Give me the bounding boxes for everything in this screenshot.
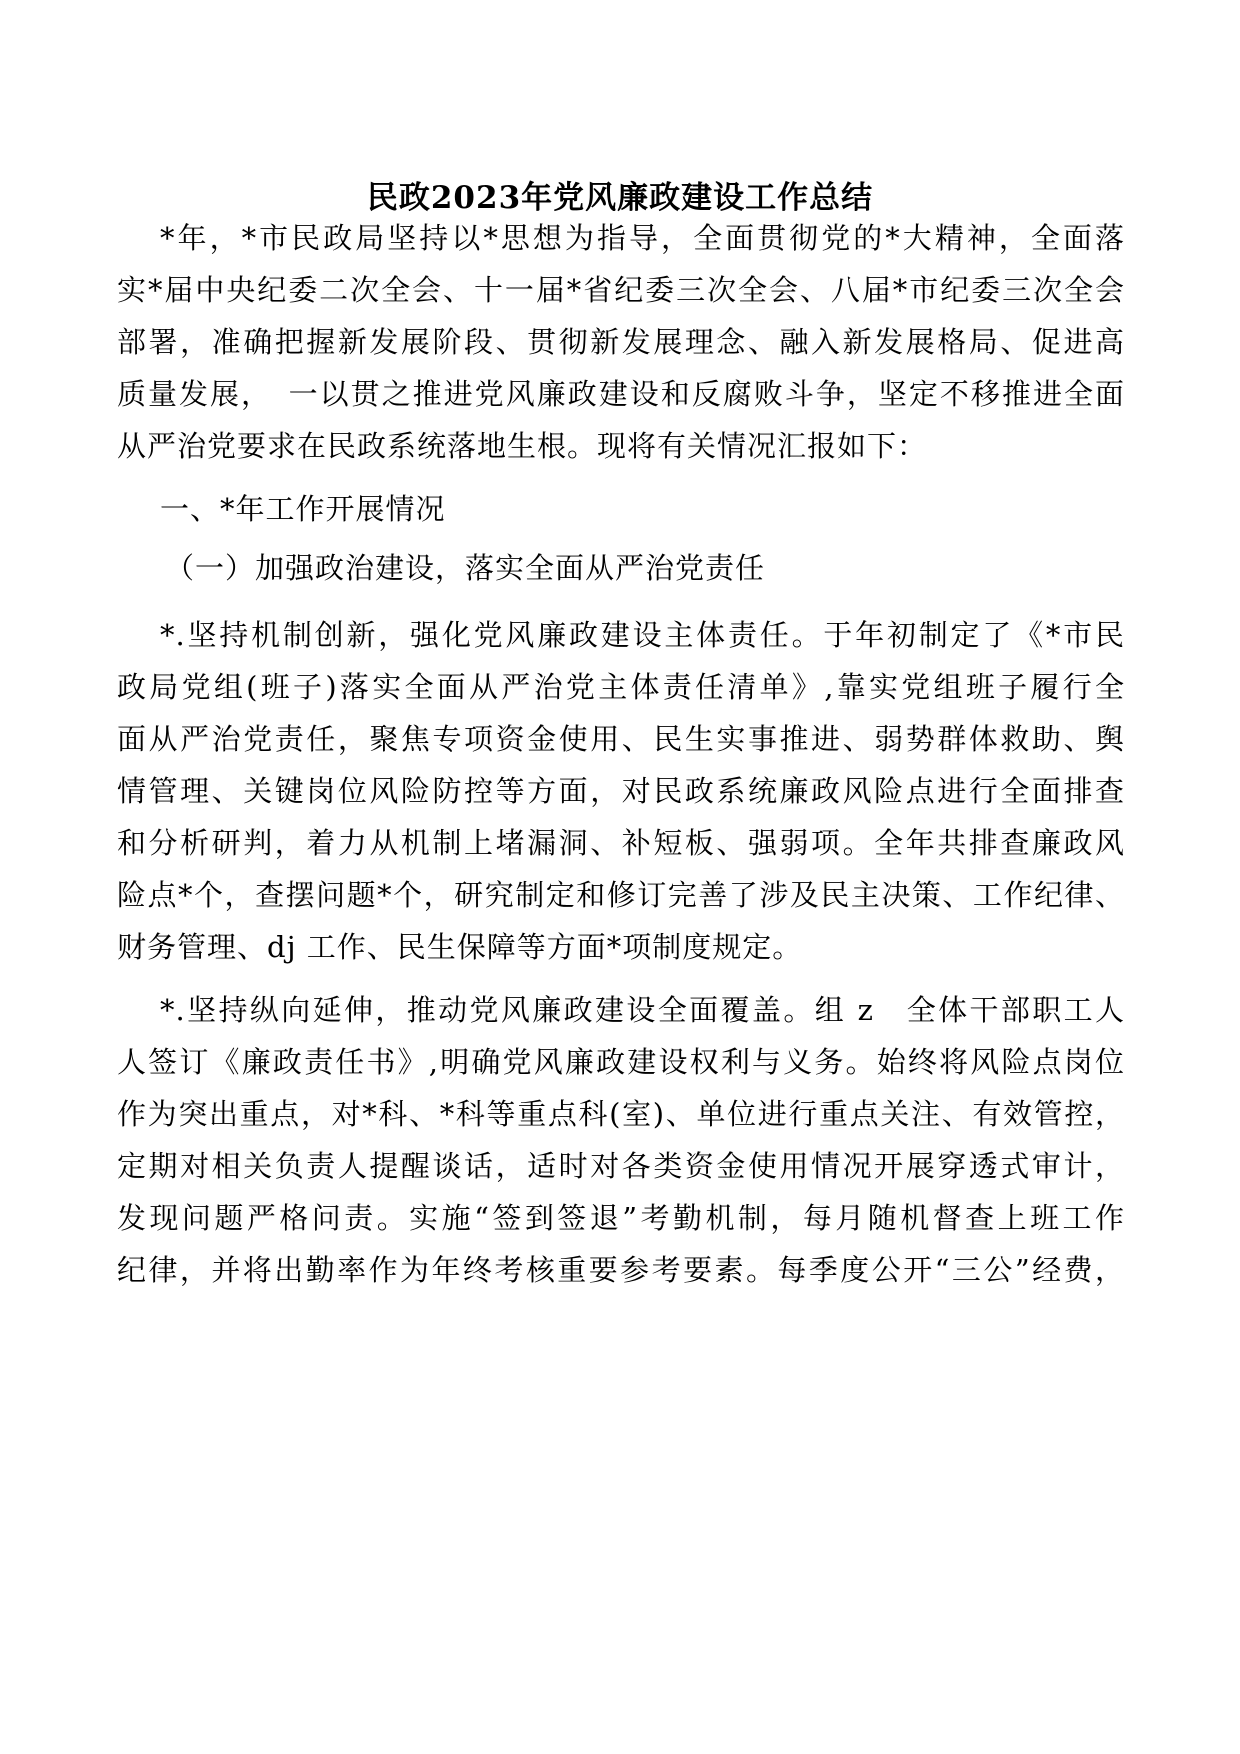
paragraph-line: 质量发展， 一以贯之推进党风廉政建设和反腐败斗争，坚定不移推进全面 <box>117 377 1125 411</box>
paragraph-line: 发现问题严格问责。实施“签到签退”考勤机制，每月随机督查上班工作 <box>117 1201 1125 1235</box>
paragraph-line: 部署，准确把握新发展阶段、贯彻新发展理念、融入新发展格局、促进高 <box>117 325 1125 359</box>
paragraph-line: *.坚持纵向延伸，推动党风廉政建设全面覆盖。组 z 全体干部职工人 <box>160 993 1125 1027</box>
paragraph-line: 面从严治党责任，聚焦专项资金使用、民生实事推进、弱势群体救助、舆 <box>117 722 1125 756</box>
paragraph-line: 实*届中央纪委二次全会、十一届*省纪委三次全会、八届*市纪委三次全会 <box>117 273 1125 307</box>
paragraph-line: 纪律，并将出勤率作为年终考核重要参考要素。每季度公开“三公”经费， <box>117 1253 1125 1287</box>
section-heading: 一、*年工作开展情况 <box>160 492 446 526</box>
paragraph-line: 政局党组(班子)落实全面从严治党主体责任清单》,靠实党组班子履行全 <box>117 670 1125 704</box>
paragraph-line: *年，*市民政局坚持以*思想为指导，全面贯彻党的*大精神，全面落 <box>160 221 1125 255</box>
paragraph-line: 情管理、关键岗位风险防控等方面，对民政系统廉政风险点进行全面排查 <box>117 774 1125 808</box>
paragraph-line: 财务管理、dj 工作、民生保障等方面*项制度规定。 <box>117 930 803 964</box>
paragraph-line: 人签订《廉政责任书》,明确党风廉政建设权利与义务。始终将风险点岗位 <box>117 1045 1125 1079</box>
paragraph-line: 和分析研判，着力从机制上堵漏洞、补短板、强弱项。全年共排查廉政风 <box>117 826 1125 860</box>
subsection-heading: （一）加强政治建设，落实全面从严治党责任 <box>165 551 766 585</box>
paragraph-line: 定期对相关负责人提醒谈话，适时对各类资金使用情况开展穿透式审计， <box>117 1149 1125 1183</box>
paragraph-line: 从严治党要求在民政系统落地生根。现将有关情况汇报如下： <box>117 429 928 463</box>
paragraph-line: *.坚持机制创新，强化党风廉政建设主体责任。于年初制定了《*市民 <box>160 618 1125 652</box>
paragraph-line: 险点*个，查摆问题*个，研究制定和修订完善了涉及民主决策、工作纪律、 <box>117 878 1125 912</box>
paragraph-line: 作为突出重点，对*科、*科等重点科(室)、单位进行重点关注、有效管控， <box>117 1097 1125 1131</box>
document-title: 民政2023年党风廉政建设工作总结 <box>366 180 874 216</box>
